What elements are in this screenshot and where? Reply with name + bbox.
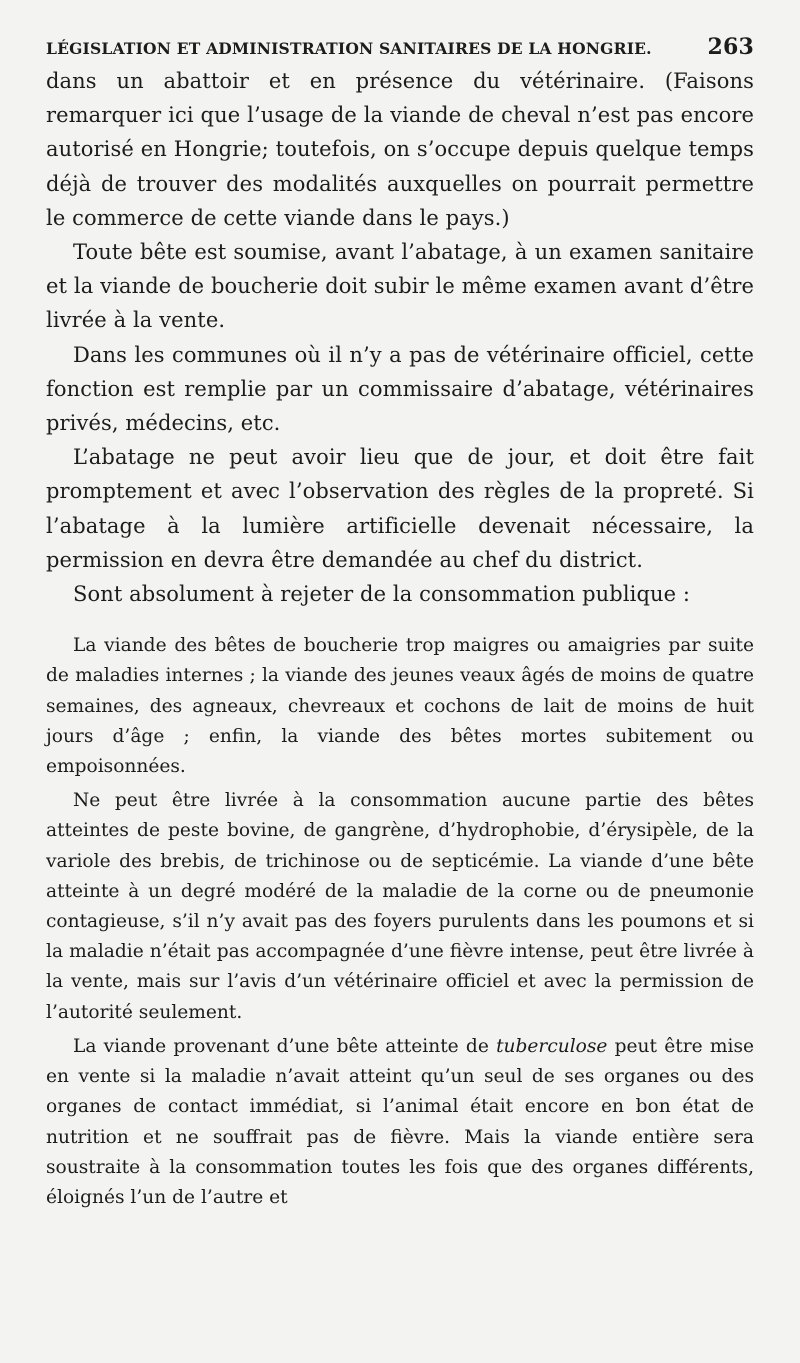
tuberculosis-rest: peut être mise en vente si la maladie n’avait atteint qu’un seul de ses organes ou des organes de contact immédiat, si l’animal était encore en bon état de nutrition et ne souffrait pas de fièvre. Mais la viande entière sera soustraite à la consommation toutes les fois que des organes différents, éloignés l’un de l’autre et	[46, 1035, 754, 1208]
paragraph-rejected-meat: La viande des bêtes de boucherie trop maigres ou amaigries par suite de maladies internes ; la viande des jeunes veaux âgés de moins de quatre semaines, des agneaux, chevreaux et cochons de lait de moins de huit jours d’âge ; enfin, la viande des bêtes mortes subitement ou empoisonnées.	[46, 635, 754, 778]
paragraph-slaughter-rules: L’abatage ne peut avoir lieu que de jour, et doit être fait promptement et avec l’observation des règles de la propreté. Si l’abatage à la lumière artificielle devenait nécessaire, la permission en devra être demandée au chef du district.	[46, 445, 754, 572]
tuberculosis-lead: La viande provenant d’une bête atteinte de	[73, 1035, 497, 1057]
regulation-text	[46, 631, 754, 1213]
paragraph-sanitary-exam: Toute bête est soumise, avant l’abatage, à un examen sanitaire et la viande de boucherie doit subir le même examen avant d’être livrée à la vente.	[46, 240, 754, 333]
paragraph-tuberculosis	[46, 1032, 754, 1213]
page-number: 263	[707, 34, 754, 60]
running-header	[46, 34, 754, 64]
main-text	[46, 64, 754, 611]
paragraph-communes: Dans les communes où il n’y a pas de vétérinaire officiel, cette fonction est remplie par un commissaire d’abatage, vétérinaires privés, médecins, etc.	[46, 342, 754, 436]
tuberculosis-term: tuberculose	[496, 1035, 608, 1057]
paragraph-horse-meat: dans un abattoir et en présence du vétérinaire. (Faisons remarquer ici que l’usage de la viande de cheval n’est pas encore autorisé en Hongrie; toutefois, on s’occupe depuis quelque temps déjà de trouver des modalités auxquelles on pourrait permettre le commerce de cette viande dans le pays.)	[46, 69, 754, 230]
paragraph-diseases: Ne peut être livrée à la consommation aucune partie des bêtes atteintes de peste bovine, de gangrène, d’hydrophobie, d’érysipèle, de la variole des brebis, de trichinose ou de septicémie. La viande d’une bête atteinte à un degré modéré de la maladie de la corne ou de pneumonie contagieuse, s’il n’y avait pas des foyers purulents dans les poumons et si la maladie n’était pas accompagnée d’une fièvre intense, peut être livrée à la vente, mais sur l’avis d’un vétérinaire officiel et avec la permission de l’autorité seulement.	[46, 790, 754, 1023]
paragraph-rejection-intro: Sont absolument à rejeter de la consommation publique :	[73, 582, 691, 607]
running-title: LÉGISLATION ET ADMINISTRATION SANITAIRES DE LA HONGRIE.	[46, 39, 652, 58]
